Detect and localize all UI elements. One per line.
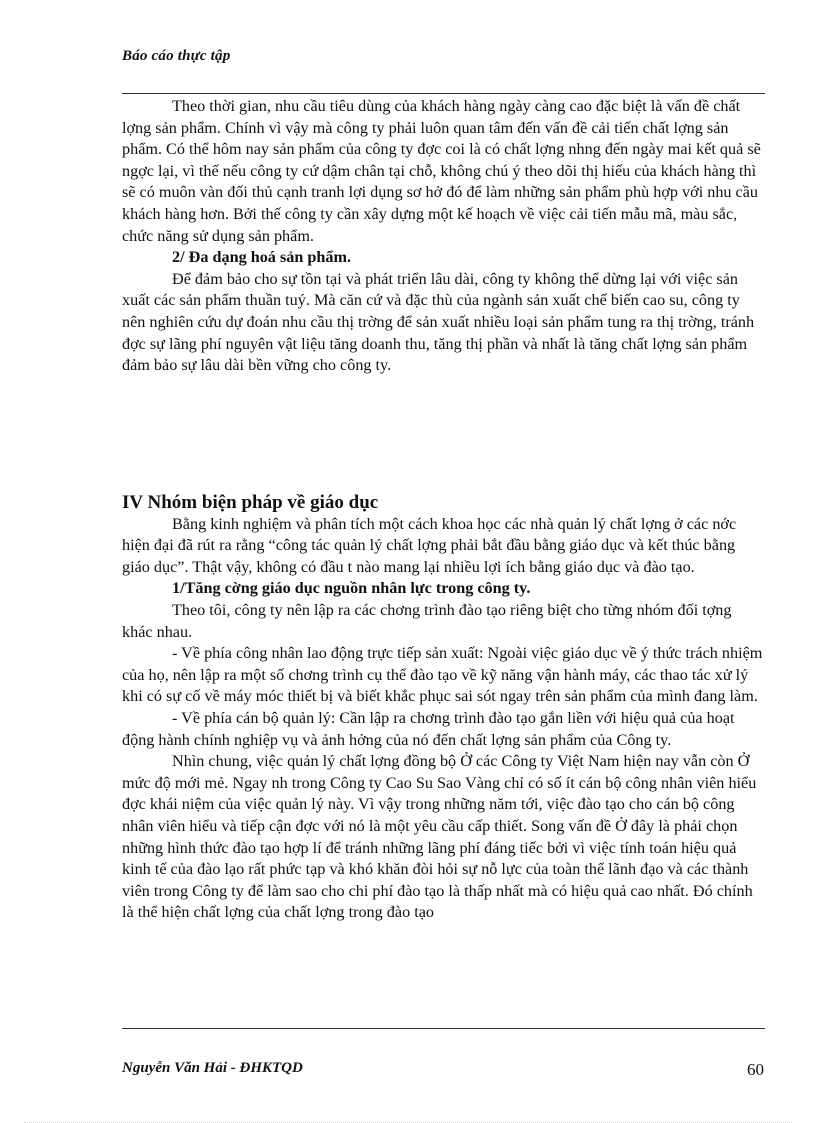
section-heading: IV Nhóm biện pháp về giáo dục [122,492,379,513]
section-product-improvement [122,96,765,377]
paragraph: Để đảm bảo cho sự tồn tại và phát triển lâu dài, công ty không thể dừng lại với việc sản xuất các sản phẩm thuần tuý. Mà căn cứ và đặc thù của ngành sản xuất chế biến cao su, công ty nên nghiên cứu dự đoán nhu cầu thị trờng để sản xuất nhiều loại sản phẩm tung ra thị trờng, tránh đợc sự lãng phí nguyên vật liệu tăng doanh thu, tăng thị phần và nhất là tăng chất lợng sản phẩm đảm bảo sự lâu dài bền vững cho công ty. [122,269,755,375]
subheading: 1/Tăng cờng giáo dục nguồn nhân lực trong công ty. [172,579,531,598]
paragraph: - Về phía cán bộ quản lý: Cần lập ra chơng trình đào tạo gắn liền với hiệu quả của hoạt động hành chính nghiệp vụ và ảnh hởng của nó đến chất lợng sản phẩm của Công ty. [122,708,735,749]
paragraph: Bằng kinh nghiệm và phân tích một cách khoa học các nhà quản lý chất lợng ở các nớc hiện đại đã rút ra rằng “công tác quản lý chất lợng phải bắt đầu bằng giáo dục và kết thúc bằng giáo dục”. Thật vậy, không có đầu t nào mang lại nhiều lợi ích bằng giáo dục và đào tạo. [122,514,737,576]
page-number: 60 [747,1060,764,1079]
paragraph: - Về phía công nhân lao động trực tiếp sản xuất: Ngoài việc giáo dục về ý thức trách nhiệm của họ, nên lập ra một số chơng trình cụ thể đào tạo về kỹ năng vận hành máy, các thao tác xử lý khi có sự cố về máy móc thiết bị và biết khắc phục sai sót ngay trên sản phẩm của mình đang làm. [122,644,763,706]
subheading: 2/ Đa dạng hoá sản phẩm. [172,248,352,267]
footer-rule [122,1028,765,1029]
header-rule [122,93,765,94]
footer-author: Nguyễn Văn Hải - ĐHKTQD [122,1060,303,1076]
section-education [122,492,765,924]
paragraph: Theo thời gian, nhu cầu tiêu dùng của khách hàng ngày càng cao đặc biệt là vấn đề chất lợng sản phẩm. Chính vì vậy mà công ty phải luôn quan tâm đến vấn đề cải tiến chất lợng sản phẩm. Có thể hôm nay sản phẩm của công ty đợc coi là có chất lợng nhng đến ngày mai kết quả sẽ ngợc lại, vì thế nếu công ty cứ dậm chân tại chỗ, không chú ý theo dõi thị hiếu của khách hàng thì sẽ có muôn vàn đối thủ cạnh tranh lợi dụng sơ hở đó để làm những sản phẩm phù hợp với nhu cầu khách hàng hơn. Bởi thế công ty cần xây dựng một kế hoạch về việc cải tiến mẫu mã, màu sắc, chức năng sử dụng sản phẩm. [122,97,761,245]
paragraph: Theo tôi, công ty nên lập ra các chơng trình đào tạo riêng biệt cho từng nhóm đối tợng khác nhau. [122,600,732,641]
paragraph: Nhìn chung, việc quản lý chất lợng đồng bộ Ở các Công ty Việt Nam hiện nay vẫn còn Ở mức độ mới mẻ. Ngay nh trong Công ty Cao Su Sao Vàng chỉ có số ít cán bộ công nhân viên hiểu đợc khái niệm của việc quản lý này. Vì vậy trong những năm tới, việc đào tạo cho cán bộ công nhân viên hiểu và tiếp cận đợc với nó là một yêu cầu cấp thiết. Song vấn đề Ở đây là phải chọn những hình thức đào tạo hợp lí để tránh những lãng phí đáng tiếc bởi vì việc tính toán hiệu quả kinh tế của đào lạo rất phức tạp và khó khăn đòi hỏi sự nỗ lực của toàn thể lãnh đạo và các thành viên trong Công ty để làm sao cho chi phí đào tạo là thấp nhất mà có hiệu quả cao nhất. Đó chính là thể hiện chất lợng của chất lợng trong đào tạo [122,752,757,922]
header-title: Báo cáo thực tập [122,48,231,64]
